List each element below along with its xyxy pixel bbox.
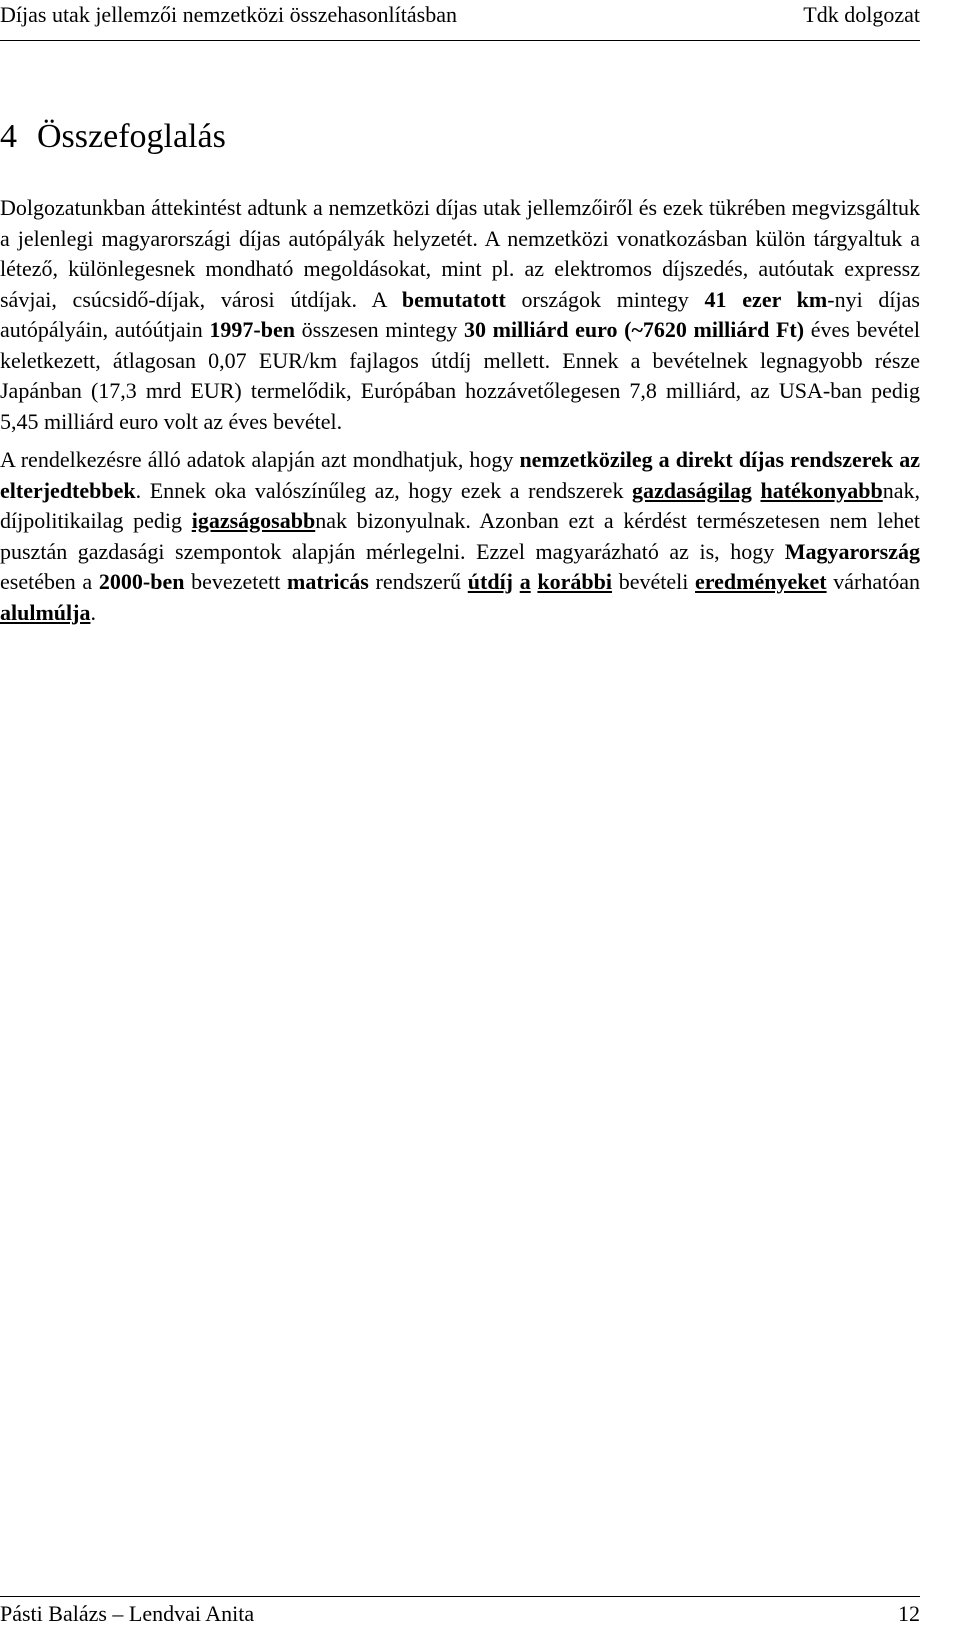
- bold-underline-run: útdíj: [467, 569, 514, 594]
- bold-run: matricás: [287, 569, 369, 594]
- bold-underline-run: gazdaságilag: [632, 477, 752, 503]
- text-run: rendszerű: [368, 569, 468, 594]
- text-run: várhatóan: [826, 569, 921, 594]
- text-run: A rendelkezésre álló adatok alapján azt mondhatjuk, hogy: [0, 447, 520, 472]
- bold-run: 41 ezer km: [704, 286, 828, 312]
- page-footer: [0, 1596, 920, 1637]
- chapter-title: Összefoglalás: [37, 118, 226, 155]
- authors: Pásti Balázs – Lendvai Anita: [0, 1601, 255, 1626]
- summary-paragraph-1: [0, 193, 920, 437]
- bold-underline-run: igazságosabb: [191, 508, 316, 533]
- chapter-number: 4: [0, 118, 17, 155]
- text-run: bevezetett: [184, 569, 287, 594]
- text-run: .: [90, 599, 96, 625]
- bold-run: Magyarország: [784, 538, 920, 564]
- text-run: nak, díjpolitikailag pedig: [0, 477, 920, 533]
- text-run: -nyi díjas autópályáin, autóútjain: [0, 286, 920, 342]
- text-run: összesen mintegy: [294, 317, 465, 342]
- text-run: éves bevétel keletkezett, átlagosan 0,07 EUR/km fajlagos útdíj mellett. Ennek a bevételnek legnagyobb része Japánban (17,3 mrd EUR) termelődik, Európában hozzávetőlegesen 7,8 milliárd, az USA-ban pedig 5,45 milliárd euro volt az éves bevétel.: [0, 317, 920, 434]
- bold-underline-run: hatékonyabb: [760, 477, 883, 503]
- text-run: országok mintegy: [505, 286, 705, 312]
- chapter-heading: [0, 118, 226, 156]
- page-header: [0, 0, 920, 41]
- bold-run: 2000-ben: [98, 569, 185, 594]
- bold-underline-run: eredményeket: [695, 569, 827, 594]
- bold-underline-run: alulmúlja: [0, 599, 91, 625]
- text-run: [513, 569, 520, 594]
- text-run: nak bizonyulnak. Azonban ezt a kérdést természetesen nem lehet pusztán gazdasági szempontok alapján mérlegelni. Ezzel magyarázható az is, hogy: [0, 508, 920, 564]
- bold-underline-run: korábbi: [537, 569, 613, 594]
- running-title: Díjas utak jellemzői nemzetközi összehasonlításban: [0, 2, 457, 27]
- bold-underline-run: a: [519, 569, 531, 594]
- summary-paragraph-2: [0, 445, 920, 628]
- page-body: [0, 193, 920, 636]
- text-run: . Ennek oka valószínűleg az, hogy ezek a rendszerek: [135, 477, 633, 503]
- bold-run: bemutatott: [401, 286, 506, 312]
- text-run: Dolgozatunkban áttekintést adtunk a nemzetközi díjas utak jellemzőiről és ezek tükrében megvizsgáltuk a jelenlegi magyarországi díjas autópályák helyzetét. A nemzetközi vonatkozásban külön tárgyaltuk a létező, különlegesnek mondható megoldásokat, mint pl. az elektromos díjszedés, autóutak expressz sávjai, csúcsidő-díjak, városi útdíjak. A: [0, 195, 920, 312]
- text-run: bevételi: [612, 569, 696, 594]
- document-type: Tdk dolgozat: [803, 2, 920, 27]
- text-run: esetében a: [0, 569, 99, 594]
- bold-run: 30 milliárd euro (~7620 milliárd Ft): [464, 317, 805, 342]
- page-number: 12: [898, 1601, 920, 1626]
- bold-run: 1997-ben: [209, 317, 295, 342]
- bold-run: nemzetközileg a direkt díjas rendszerek az elterjedtebbek: [0, 447, 920, 503]
